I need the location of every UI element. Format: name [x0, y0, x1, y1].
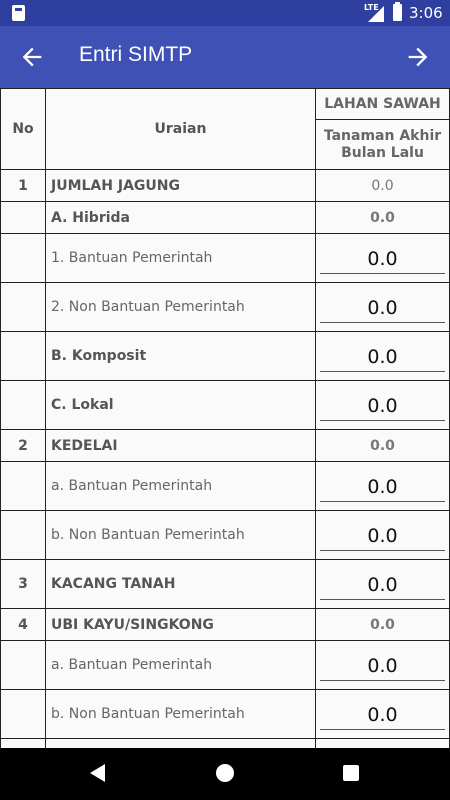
table-row: [0, 429, 450, 462]
row-no: 1: [0, 169, 46, 202]
row-uraian: A. Hibrida: [45, 201, 316, 234]
row-uraian: b. Non Bantuan Pemerintah: [45, 510, 316, 560]
row-uraian: JUMLAH JAGUNG: [45, 169, 316, 202]
table-row: [0, 233, 450, 283]
status-bar: [0, 0, 450, 26]
value-input[interactable]: 0.0: [320, 391, 445, 421]
signal-icon: [368, 6, 384, 22]
table-row: [0, 640, 450, 690]
nav-back-icon[interactable]: [90, 764, 105, 782]
table-row: [0, 169, 450, 202]
row-uraian: [45, 738, 316, 748]
value-input[interactable]: 0.0: [320, 570, 445, 600]
header-tanaman-akhir: Tanaman Akhir Bulan Lalu: [315, 119, 450, 170]
row-no: [0, 282, 46, 332]
page-title: Entri SIMTP: [79, 43, 193, 66]
row-no: [0, 738, 46, 748]
arrow-right-icon[interactable]: [404, 43, 432, 71]
row-no: 3: [0, 559, 46, 609]
value-input[interactable]: 0.0: [320, 521, 445, 551]
row-uraian: KACANG TANAH: [45, 559, 316, 609]
arrow-left-icon[interactable]: [18, 43, 46, 71]
sd-card-icon: [12, 5, 25, 21]
row-uraian: a. Bantuan Pemerintah: [45, 461, 316, 511]
nav-recents-icon[interactable]: [343, 765, 359, 781]
row-value-cell: [315, 559, 450, 609]
status-time: 3:06: [409, 4, 443, 22]
row-value-cell: [315, 510, 450, 560]
table-row: [0, 461, 450, 511]
app-bar: [0, 26, 450, 88]
row-no: [0, 689, 46, 739]
table-row: [0, 608, 450, 641]
row-value-cell: [315, 640, 450, 690]
row-uraian: KEDELAI: [45, 429, 316, 462]
row-uraian: b. Non Bantuan Pemerintah: [45, 689, 316, 739]
nav-home-icon[interactable]: [216, 764, 234, 782]
row-value-cell: [315, 738, 450, 748]
row-no: [0, 380, 46, 430]
row-value-cell: [315, 461, 450, 511]
row-value-cell: [315, 233, 450, 283]
value-input[interactable]: 0.0: [320, 342, 445, 372]
header-lahan-sawah: LAHAN SAWAH: [315, 88, 450, 120]
table-row: [0, 201, 450, 234]
value-input[interactable]: 0.0: [320, 293, 445, 323]
row-value-cell: [315, 331, 450, 381]
value-input[interactable]: 0.0: [320, 472, 445, 502]
row-uraian: 2. Non Bantuan Pemerintah: [45, 282, 316, 332]
row-uraian: a. Bantuan Pemerintah: [45, 640, 316, 690]
row-no: [0, 201, 46, 234]
row-no: [0, 233, 46, 283]
row-value: 0.0: [315, 608, 450, 641]
row-no: [0, 640, 46, 690]
header-uraian: Uraian: [45, 88, 316, 170]
value-input[interactable]: 0.0: [320, 700, 445, 730]
row-uraian: C. Lokal: [45, 380, 316, 430]
navigation-bar: [0, 748, 450, 800]
row-value: 0.0: [315, 201, 450, 234]
row-uraian: B. Komposit: [45, 331, 316, 381]
row-value-cell: [315, 282, 450, 332]
data-table[interactable]: [0, 88, 450, 748]
table-row: [0, 559, 450, 609]
row-no: 2: [0, 429, 46, 462]
row-no: [0, 461, 46, 511]
row-no: [0, 331, 46, 381]
table-row: [0, 331, 450, 381]
table-row: [0, 689, 450, 739]
table-row: [0, 282, 450, 332]
value-input[interactable]: 0.0: [320, 651, 445, 681]
table-header: [0, 88, 450, 170]
row-no: 4: [0, 608, 46, 641]
table-row-partial: [0, 738, 450, 748]
row-no: [0, 510, 46, 560]
row-uraian: 1. Bantuan Pemerintah: [45, 233, 316, 283]
row-value: 0.0: [315, 169, 450, 202]
row-value-cell: [315, 689, 450, 739]
row-uraian: UBI KAYU/SINGKONG: [45, 608, 316, 641]
row-value-cell: [315, 380, 450, 430]
value-input[interactable]: 0.0: [320, 244, 445, 274]
network-type: LTE: [364, 3, 379, 12]
header-no: No: [0, 88, 46, 170]
table-row: [0, 380, 450, 430]
row-value: 0.0: [315, 429, 450, 462]
battery-icon: [393, 4, 402, 21]
table-row: [0, 510, 450, 560]
